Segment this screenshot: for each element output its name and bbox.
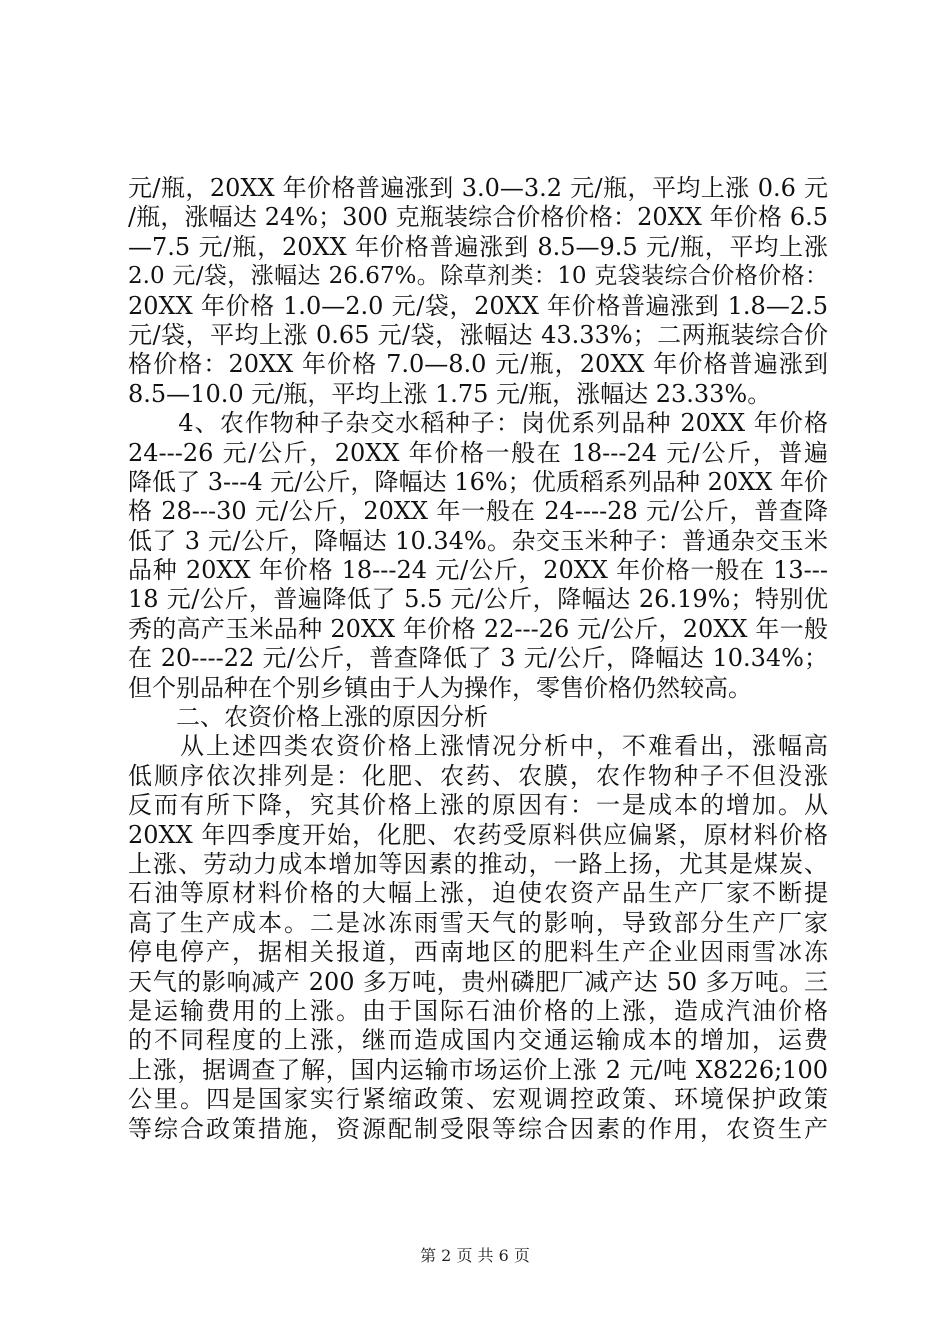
text-line: 格价格：20XX 年价格 7.0—8.0 元/瓶，20XX 年价格普遍涨到 (128, 350, 828, 379)
text-line: 4、农作物种子杂交水稻种子：岗优系列品种 20XX 年价格 (128, 409, 828, 438)
text-line: 8.5—10.0 元/瓶，平均上涨 1.75 元/瓶，涨幅达 23.33%。 (128, 379, 772, 408)
text-line: 的不同程度的上涨，继而造成国内交通运输成本的增加，运费 (128, 1026, 828, 1055)
text-line: —7.5 元/瓶，20XX 年价格普遍涨到 8.5—9.5 元/瓶，平均上涨 (128, 232, 828, 261)
text-line: 二、农资价格上涨的原因分析 (128, 703, 488, 732)
text-line: 降低了 3---4 元/公斤，降幅达 16%；优质稻系列品种 20XX 年价 (128, 467, 828, 496)
text-line: 格 28---30 元/公斤，20XX 年一般在 24----28 元/公斤，普查降 (128, 497, 828, 526)
text-line: 从上述四类农资价格上涨情况分析中，不难看出，涨幅高 (128, 732, 828, 761)
text-line: 20XX 年价格 1.0—2.0 元/袋，20XX 年价格普遍涨到 1.8—2.5 (128, 291, 828, 320)
text-line: 但个别品种在个别乡镇由于人为操作，零售价格仍然较高。 (128, 673, 752, 702)
text-line: 上涨，据调查了解，国内运输市场运价上涨 2 元/吨 X8226;100 (128, 1055, 828, 1084)
text-line: 石油等原材料价格的大幅上涨，迫使农资产品生产厂家不断提 (128, 879, 828, 908)
text-line: 低了 3 元/公斤，降幅达 10.34%。杂交玉米种子：普通杂交玉米 (128, 526, 828, 555)
text-line: 24---26 元/公斤，20XX 年价格一般在 18---24 元/公斤，普遍 (128, 438, 828, 467)
text-line: 等综合政策措施，资源配制受限等综合因素的作用，农资生产 (128, 1114, 828, 1143)
text-line: 20XX 年四季度开始，化肥、农药受原料供应偏紧，原材料价格 (128, 820, 828, 849)
text-line: 公里。四是国家实行紧缩政策、宏观调控政策、环境保护政策 (128, 1085, 828, 1114)
text-line: 元/袋，平均上涨 0.65 元/袋，涨幅达 43.33%；二两瓶装综合价 (128, 320, 828, 349)
text-line: 元/瓶，20XX 年价格普遍涨到 3.0—3.2 元/瓶，平均上涨 0.6 元 (128, 174, 828, 202)
text-line: 秀的高产玉米品种 20XX 年价格 22---26 元/公斤，20XX 年一般 (128, 614, 828, 643)
text-line: 低顺序依次排列是：化肥、农药、农膜，农作物种子不但没涨 (128, 761, 828, 790)
text-line: 天气的影响减产 200 多万吨，贵州磷肥厂减产达 50 多万吨。三 (128, 967, 828, 996)
page-footer: 第 2 页 共 6 页 (420, 1246, 530, 1265)
document-body (128, 174, 828, 1144)
text-line: 高了生产成本。二是冰冻雨雪天气的影响，导致部分生产厂家 (128, 908, 828, 937)
text-line: 是运输费用的上涨。由于国际石油价格的上涨，造成汽油价格 (128, 996, 828, 1025)
text-line: 2.0 元/袋，涨幅达 26.67%。除草剂类：10 克袋装综合价格价格： (128, 263, 828, 290)
text-line: 品种 20XX 年价格 18---24 元/公斤，20XX 年价格一般在 13--- (128, 556, 828, 585)
text-line: 18 元/公斤，普遍降低了 5.5 元/公斤，降幅达 26.19%；特别优 (128, 585, 828, 614)
text-line: 上涨、劳动力成本增加等因素的推动，一路上扬，尤其是煤炭、 (128, 849, 828, 878)
text-line: 停电停产，据相关报道，西南地区的肥料生产企业因雨雪冰冻 (128, 938, 828, 967)
text-line: 反而有所下降，究其价格上涨的原因有：一是成本的增加。从 (128, 791, 828, 820)
text-line: /瓶，涨幅达 24%；300 克瓶装综合价格价格：20XX 年价格 6.5 (128, 203, 828, 232)
text-line: 在 20----22 元/公斤，普查降低了 3 元/公斤，降幅达 10.34%； (128, 644, 828, 673)
